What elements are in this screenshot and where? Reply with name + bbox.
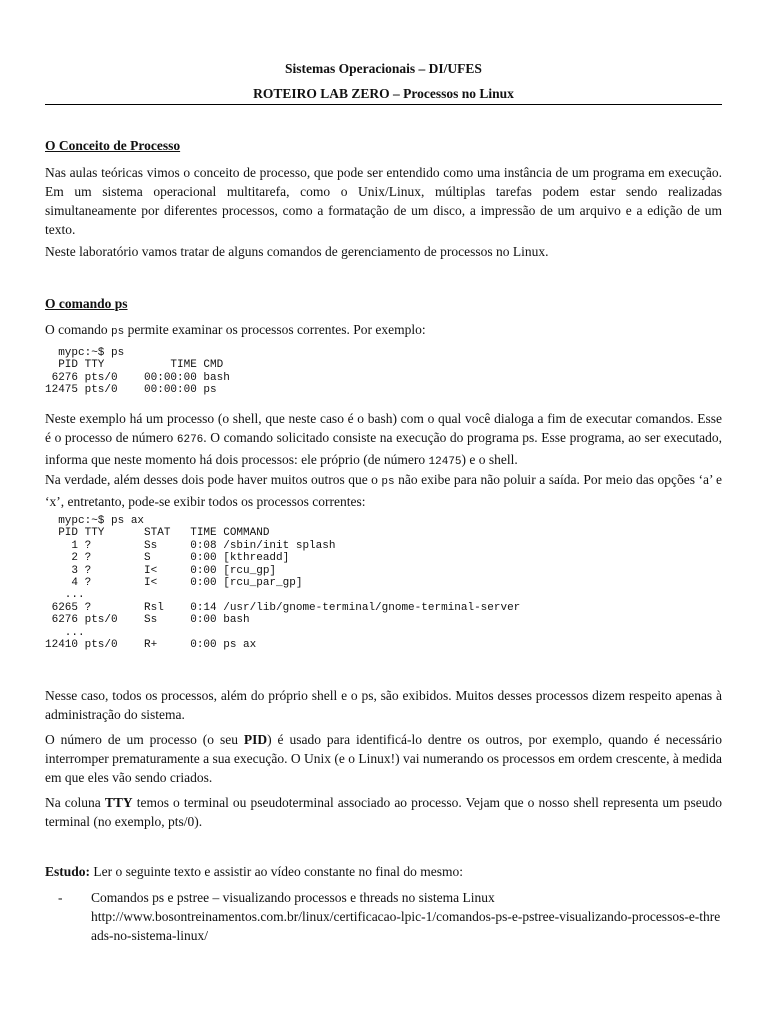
text: permite examinar os processos correntes. Por exemplo: [124,322,426,337]
text: Neste exemplo há um processo (o shell, que neste caso é o bash) com o qual você dialoga a fim de executar comandos. Esse é o processo de número [45,411,722,445]
paragraph-pid [45,730,722,787]
text: ) é usado para identificá-lo dentre os outros, por exemplo, quando é necessário interromper prematuramente a sua execução. O Unix (e o Linux!) vai numerando os processos em ordem crescente, à medida em que eles vão sendo criados. [45,732,722,785]
bold-tty: TTY [104,795,133,810]
lab-title: ROTEIRO LAB ZERO – Processos no Linux [253,86,514,101]
text: O número de um processo (o seu [45,732,244,747]
text: . O comando solicitado consiste na execução do programa ps. Esse programa, ao ser executado, informa que neste momento há dois processos: ele próprio (de número [45,430,722,467]
text: não exibe para não poluir a saída. Por meio das opções ‘a’ e ‘x’, entretanto, pode-se exibir todos os processos correntes: [45,472,722,509]
course-title: Sistemas Operacionais – DI/UFES [285,61,482,76]
section-title-ps-command: O comando ps [45,296,128,311]
list-bullet: - [58,890,63,905]
section-title-process-concept: O Conceito de Processo [45,138,181,153]
text: ) e o shell. [461,452,518,467]
paragraph-ps-intro [45,320,722,342]
header-divider [45,104,722,105]
text: temos o terminal ou pseudoterminal associado ao processo. Vejam que o nosso shell representa um pseudo terminal (no exemplo, pts/0). [45,795,722,829]
text: O comando [45,322,111,337]
paragraph-ps-explanation [45,409,722,472]
inline-code-pid-ps: 12475 [428,456,462,468]
reference-title: Comandos ps e pstree – visualizando processos e threads no sistema Linux [91,890,495,905]
paragraph-tty [45,793,722,831]
bold-pid: PID [243,732,268,747]
paragraph-all-processes: Nesse caso, todos os processos, além do próprio shell e o ps, são exibidos. Muitos desses processos dizem respeito apenas à administração do sistema. [45,688,722,722]
reference-link[interactable]: http://www.bosontreinamentos.com.br/linux/certificacao-lpic-1/comandos-ps-e-pstree-visualizando-processos-e-threads-no-sistema-linux/ [91,909,721,943]
paragraph-lab-intro: Neste laboratório vamos tratar de alguns comandos de gerenciamento de processos no Linux. [45,244,549,259]
inline-code-ps: ps [381,476,395,488]
study-instruction [45,862,722,881]
text: Na coluna [45,795,105,810]
code-block-ps: mypc:~$ ps PID TTY TIME CMD 6276 pts/0 00:00:00 bash 12475 pts/0 00:00:00 ps [45,347,230,397]
text: Ler o seguinte texto e assistir ao vídeo constante no final do mesmo: [90,864,464,879]
study-reference-list [45,888,722,945]
paragraph-process-concept: Nas aulas teóricas vimos o conceito de processo, que pode ser entendido como uma instância de um programa em execução. Em um sistema operacional multitarefa, como o Unix/Linux, múltiplas tarefas podem estar sendo realizadas simultaneamente por diferentes processos, como a formatação de um disco, a impressão de um arquivo e a edição de um texto. [45,165,722,237]
paragraph-ps-options [45,470,722,511]
code-block-ps-ax: mypc:~$ ps ax PID TTY STAT TIME COMMAND 1 ? Ss 0:08 /sbin/init splash 2 ? S 0:00 [kthreadd] 3 ? I< 0:00 [rcu_gp] 4 ? I< 0:00 [rcu_par_gp] ... 6265 ? Rsl 0:14 /usr/lib/gnome-terminal/gnome-terminal-server 6276 pts/0 Ss 0:00 bash ... 12410 pts/0 R+ 0:00 ps ax [45,515,521,652]
inline-code-ps: ps [110,326,125,338]
study-label: Estudo: [45,864,91,879]
text: Na verdade, além desses dois pode haver muitos outros que o [45,472,382,487]
inline-code-pid-shell: 6276 [176,434,204,446]
list-item [45,888,722,945]
